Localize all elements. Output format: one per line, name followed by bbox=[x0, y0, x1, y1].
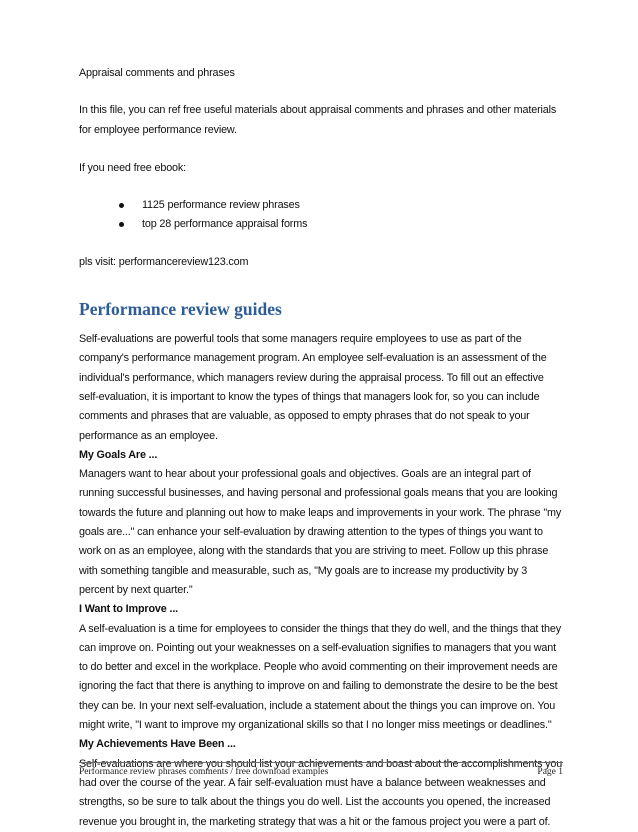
paragraph-goals: Managers want to hear about your professional goals and objectives. Goals are an integral part of running successful businesses, and having personal and professional goals means that you are looking towards the future and planning out how to make leaps and improvements in your work. The phrase "my goals are..." can enhance your self-evaluation by drawing attention to the types of things you want to work on as an employee, along with the standards that you are striving to meet. Follow up this phrase with something tangible and measurable, such as, "My goals are to increase my productivity by 3 percent by next quarter." bbox=[79, 468, 562, 596]
ebook-list bbox=[79, 196, 563, 235]
footer-title: Performance review phrases comments / free download examples bbox=[79, 767, 329, 777]
bullet-icon bbox=[119, 222, 124, 227]
subheading-improve: I Want to Improve ... bbox=[79, 603, 179, 616]
page-content bbox=[79, 64, 563, 832]
intro-title: Appraisal comments and phrases bbox=[79, 67, 235, 79]
ebook-line: If you need free ebook: bbox=[79, 161, 186, 174]
intro-text: In this file, you can ref free useful materials about appraisal comments and phrases and other materials for employee performance review. bbox=[79, 104, 557, 136]
subheading-achievements: My Achievements Have Been ... bbox=[79, 738, 236, 751]
page-number: Page 1 bbox=[537, 767, 563, 777]
list-item bbox=[119, 215, 563, 234]
bullet-icon bbox=[119, 203, 124, 208]
section-heading: Performance review guides bbox=[79, 299, 282, 320]
list-item-text: top 28 performance appraisal forms bbox=[142, 218, 308, 231]
page-footer bbox=[79, 762, 563, 777]
subheading-goals: My Goals Are ... bbox=[79, 448, 158, 461]
list-item-text: 1125 performance review phrases bbox=[142, 199, 300, 212]
paragraph-intro: Self-evaluations are powerful tools that some managers require employees to use as part of the company's performance management program. An employee self-evaluation is an assessment of the individual's performance, which managers review during the appraisal process. To fill out an effective self-evaluation, it is important to know the types of things that managers look for, so you can include comments and phrases that are valuable, as opposed to empty phrases that do not speak to your performance as an employee. bbox=[79, 333, 547, 442]
visit-line: pls visit: performancereview123.com bbox=[79, 255, 249, 268]
list-item bbox=[119, 196, 563, 215]
paragraph-achievements: Self-evaluations are where you should list your achievements and boast about the accomplishments you had over the course of the year. A fair self-evaluation must have a balance between weaknesses and strengths, so be sure to talk about the things you do well. List the accounts you opened, the increased revenue you brought in, the marketing strategy that was a hit or the famous project you were a part of. bbox=[79, 757, 563, 828]
paragraph-improve: A self-evaluation is a time for employees to consider the things that they do well, and the things that they can improve on. Pointing out your weaknesses on a self-evaluation signifies to managers that you want to do better and excel in the workplace. People who avoid commenting on their improvement needs are ignoring the fact that there is anything to improve on and failing to demonstrate the desire to be the best they can be. In your next self-evaluation, include a statement about the things you can improve on. You might write, "I want to improve my organizational skills so that I no longer miss meetings or deadlines." bbox=[79, 622, 561, 732]
